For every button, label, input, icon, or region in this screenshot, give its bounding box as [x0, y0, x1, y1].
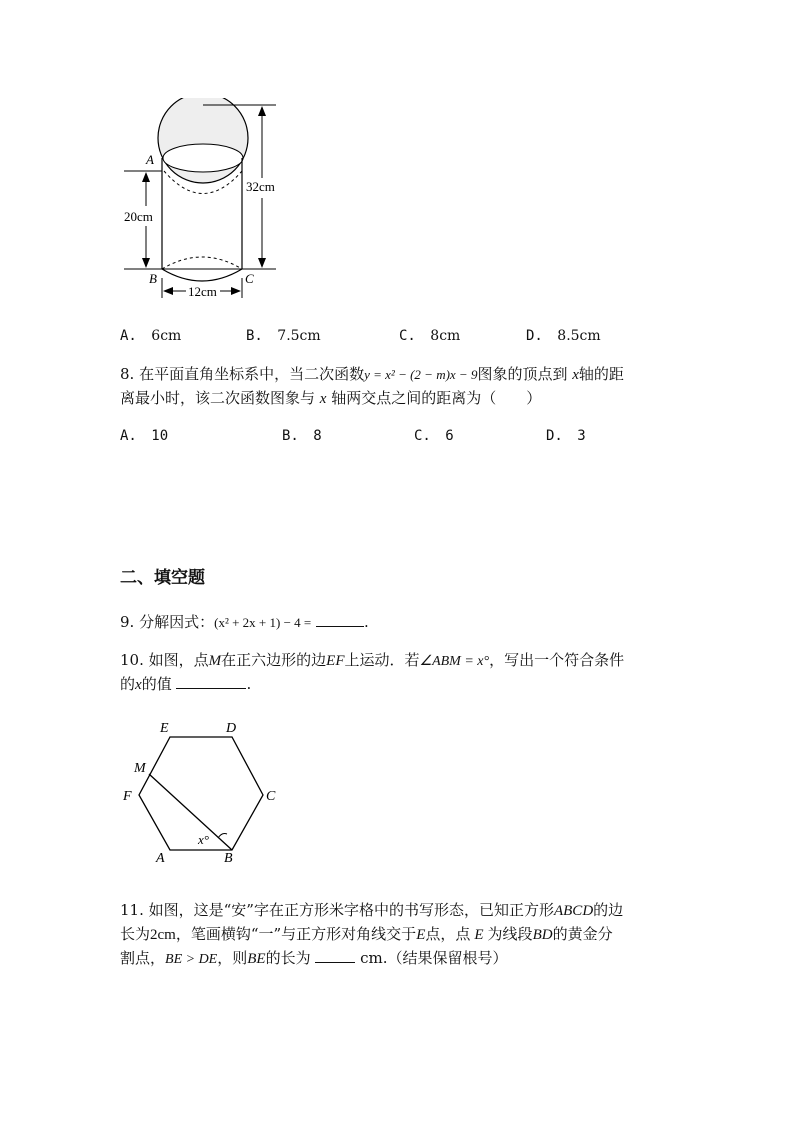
question-text: 如图，这是“安”字在正方形米字格中的书写形态，已知正方形: [148, 901, 554, 919]
question-text: 的值: [141, 675, 172, 693]
question-number: 8.: [120, 365, 135, 383]
option-letter: D.: [526, 328, 543, 344]
punctuation: .: [246, 675, 252, 693]
q8-option-c: [414, 428, 454, 444]
value: 2cm: [150, 927, 176, 943]
variable: x: [319, 391, 327, 407]
label-b: B: [149, 271, 157, 286]
label-m: M: [134, 761, 146, 776]
dim-32cm: 32cm: [246, 179, 275, 194]
question-text: 的黄金分: [552, 925, 613, 943]
question-text: 点，点: [425, 925, 471, 943]
dim-20cm: 20cm: [124, 209, 153, 224]
q9-line: [120, 610, 369, 635]
label-f: F: [123, 789, 132, 804]
question-text: 分解因式：: [139, 613, 215, 631]
label-d: D: [226, 721, 237, 736]
answer-blank[interactable]: [316, 610, 364, 627]
label-b2: B: [224, 851, 233, 866]
q10-line2: [120, 672, 251, 697]
option-letter: C.: [399, 328, 416, 344]
question-text: 在平面直角坐标系中，当二次函数: [139, 365, 365, 383]
label-a2: A: [156, 851, 165, 866]
section-heading: 二、填空题: [120, 568, 205, 588]
q7-option-b: [246, 328, 321, 344]
answer-blank[interactable]: [315, 946, 355, 963]
question-text: 轴两交点之间的距离为（ ）: [331, 389, 542, 407]
q11-line3: [120, 946, 508, 972]
option-text: 10: [151, 428, 169, 444]
question-text: ，笔画横钩“一”与正方形对角线交于: [175, 925, 417, 943]
question-text: ，写出一个符合条件: [489, 651, 625, 669]
q8-option-b: [282, 428, 322, 444]
option-text: 8.5cm: [557, 328, 601, 344]
angle-label: x°: [198, 832, 209, 847]
option-text: 7.5cm: [277, 328, 321, 344]
option-text: 6cm: [151, 328, 182, 344]
label-e: E: [160, 721, 169, 736]
question-number: 11.: [120, 901, 144, 919]
q8-line1: [120, 362, 624, 387]
question-text: 的长为: [265, 949, 311, 967]
question-text: 为线段: [487, 925, 533, 943]
q11-line2: [120, 922, 613, 947]
question-text: 图象的顶点到: [477, 365, 568, 383]
variable: BE: [247, 951, 266, 967]
q7-option-c: [399, 328, 460, 344]
q8-option-d: [546, 428, 586, 444]
formula: BE > DE: [165, 952, 218, 967]
q10-line1: [120, 648, 624, 674]
option-letter: B.: [246, 328, 263, 344]
option-letter: A.: [120, 428, 137, 444]
question-text: 长为: [120, 925, 151, 943]
question-text: 轴的距: [578, 365, 624, 383]
question-text: 离最小时，该二次函数图象与: [120, 389, 316, 407]
option-letter: C.: [414, 428, 431, 444]
formula: ∠ABM = x°: [419, 654, 490, 669]
formula: (x² + 2x + 1) − 4 =: [214, 615, 312, 630]
option-letter: D.: [546, 428, 563, 444]
variable: BD: [532, 927, 553, 943]
question-text: 的边: [593, 901, 624, 919]
q8-option-a: [120, 428, 168, 444]
label-a: A: [146, 152, 154, 167]
question-text: 的: [120, 675, 136, 693]
answer-blank[interactable]: [176, 672, 246, 689]
question-text: 割点，: [120, 949, 166, 967]
q11-line1: [120, 898, 623, 923]
question-text: ，则: [217, 949, 248, 967]
option-text: 8: [313, 428, 322, 444]
option-letter: A.: [120, 328, 137, 344]
q8-line2: [120, 386, 541, 411]
q7-option-d: [526, 328, 601, 344]
question-text: cm.（结果保留根号）: [360, 949, 508, 967]
question-number: 10.: [120, 651, 144, 669]
label-c: C: [245, 271, 254, 286]
q7-option-a: [120, 328, 181, 344]
question-number: 9.: [120, 613, 135, 631]
punctuation: .: [364, 613, 369, 631]
option-letter: B.: [282, 428, 299, 444]
question-text: 上运动．若: [344, 651, 420, 669]
dim-12cm: 12cm: [188, 284, 217, 299]
variable: M: [208, 653, 222, 669]
variable: EF: [326, 653, 345, 669]
variable: E: [474, 927, 484, 943]
option-text: 6: [445, 428, 454, 444]
label-c2: C: [266, 789, 276, 804]
formula: y = x² − (2 − m)x − 9: [364, 367, 478, 382]
variable: x: [135, 677, 142, 693]
sphere-cylinder-figure: [118, 98, 288, 308]
hexagon-figure: [118, 716, 288, 868]
question-text: 如图，点: [148, 651, 209, 669]
variable: ABCD: [553, 903, 594, 919]
variable: x: [572, 367, 579, 383]
variable: E: [416, 927, 426, 943]
option-text: 8cm: [430, 328, 461, 344]
option-text: 3: [577, 428, 586, 444]
question-text: 在正六边形的边: [221, 651, 327, 669]
